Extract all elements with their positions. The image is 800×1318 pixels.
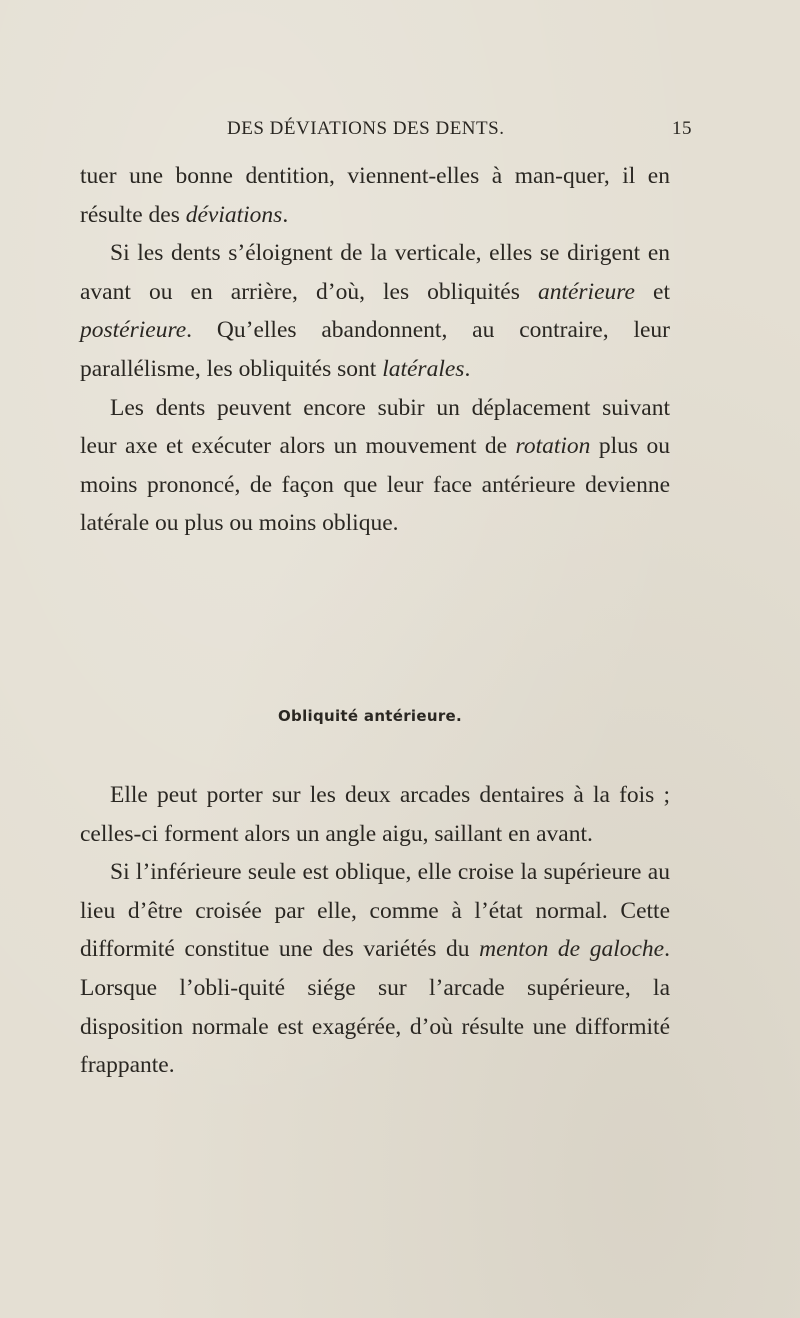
italic-term: latérales (382, 355, 465, 382)
page-number: 15 (672, 118, 692, 139)
paragraph-text: Si les dents s’éloignent de la verticale, elles se dirigent en avant ou en arrière, d’où, les obliquités (80, 240, 670, 305)
italic-term: postérieure (80, 317, 187, 344)
paragraph (80, 157, 670, 234)
text-block-after-heading (80, 776, 670, 1085)
paragraph-text: . (282, 201, 289, 228)
paragraph (80, 389, 670, 543)
text-block-before-heading (80, 157, 670, 543)
paragraph-text: . Lorsque l’obli-quité siége sur l’arcade supérieure, la disposition normale est exagérée, d’où résulte une difformité frappante. (80, 936, 670, 1079)
italic-term: déviations (185, 201, 283, 228)
running-title: DES DÉVIATIONS DES DENTS. (227, 118, 505, 139)
paragraph-text: Elle peut porter sur les deux arcades dentaires à la fois ; celles-ci forment alors un angle aigu, saillant en avant. (80, 782, 670, 847)
paragraph-text: et (634, 278, 670, 305)
paragraph-text: Les dents peuvent encore subir un déplacement suivant leur axe et exécuter alors un mouvement de (80, 394, 670, 460)
paragraph (80, 234, 670, 388)
paragraph-text: plus ou moins prononcé, de façon que leur face antérieure devienne latérale ou plus ou moins oblique. (80, 433, 670, 537)
section-heading (0, 707, 800, 725)
italic-term: rotation (515, 433, 591, 460)
paragraph-text: . (464, 355, 471, 382)
paragraph-text: . Qu’elles abandonnent, au contraire, leur parallélisme, les obliquités sont (80, 317, 670, 382)
paragraph-text: tuer une bonne dentition, viennent-elles à man-quer, il en résulte des (80, 163, 670, 228)
italic-term: antérieure (537, 278, 635, 305)
section-heading-text: Obliquité antérieure. (278, 707, 462, 725)
italic-term: menton de galoche (479, 936, 665, 963)
paragraph-text: Si l’inférieure seule est oblique, elle croise la supérieure au lieu d’être croisée par elle, comme à l’état normal. Cette difformité constitue une des variétés du (80, 859, 670, 963)
paragraph (80, 776, 670, 853)
running-head (80, 118, 692, 146)
paragraph (80, 853, 670, 1085)
